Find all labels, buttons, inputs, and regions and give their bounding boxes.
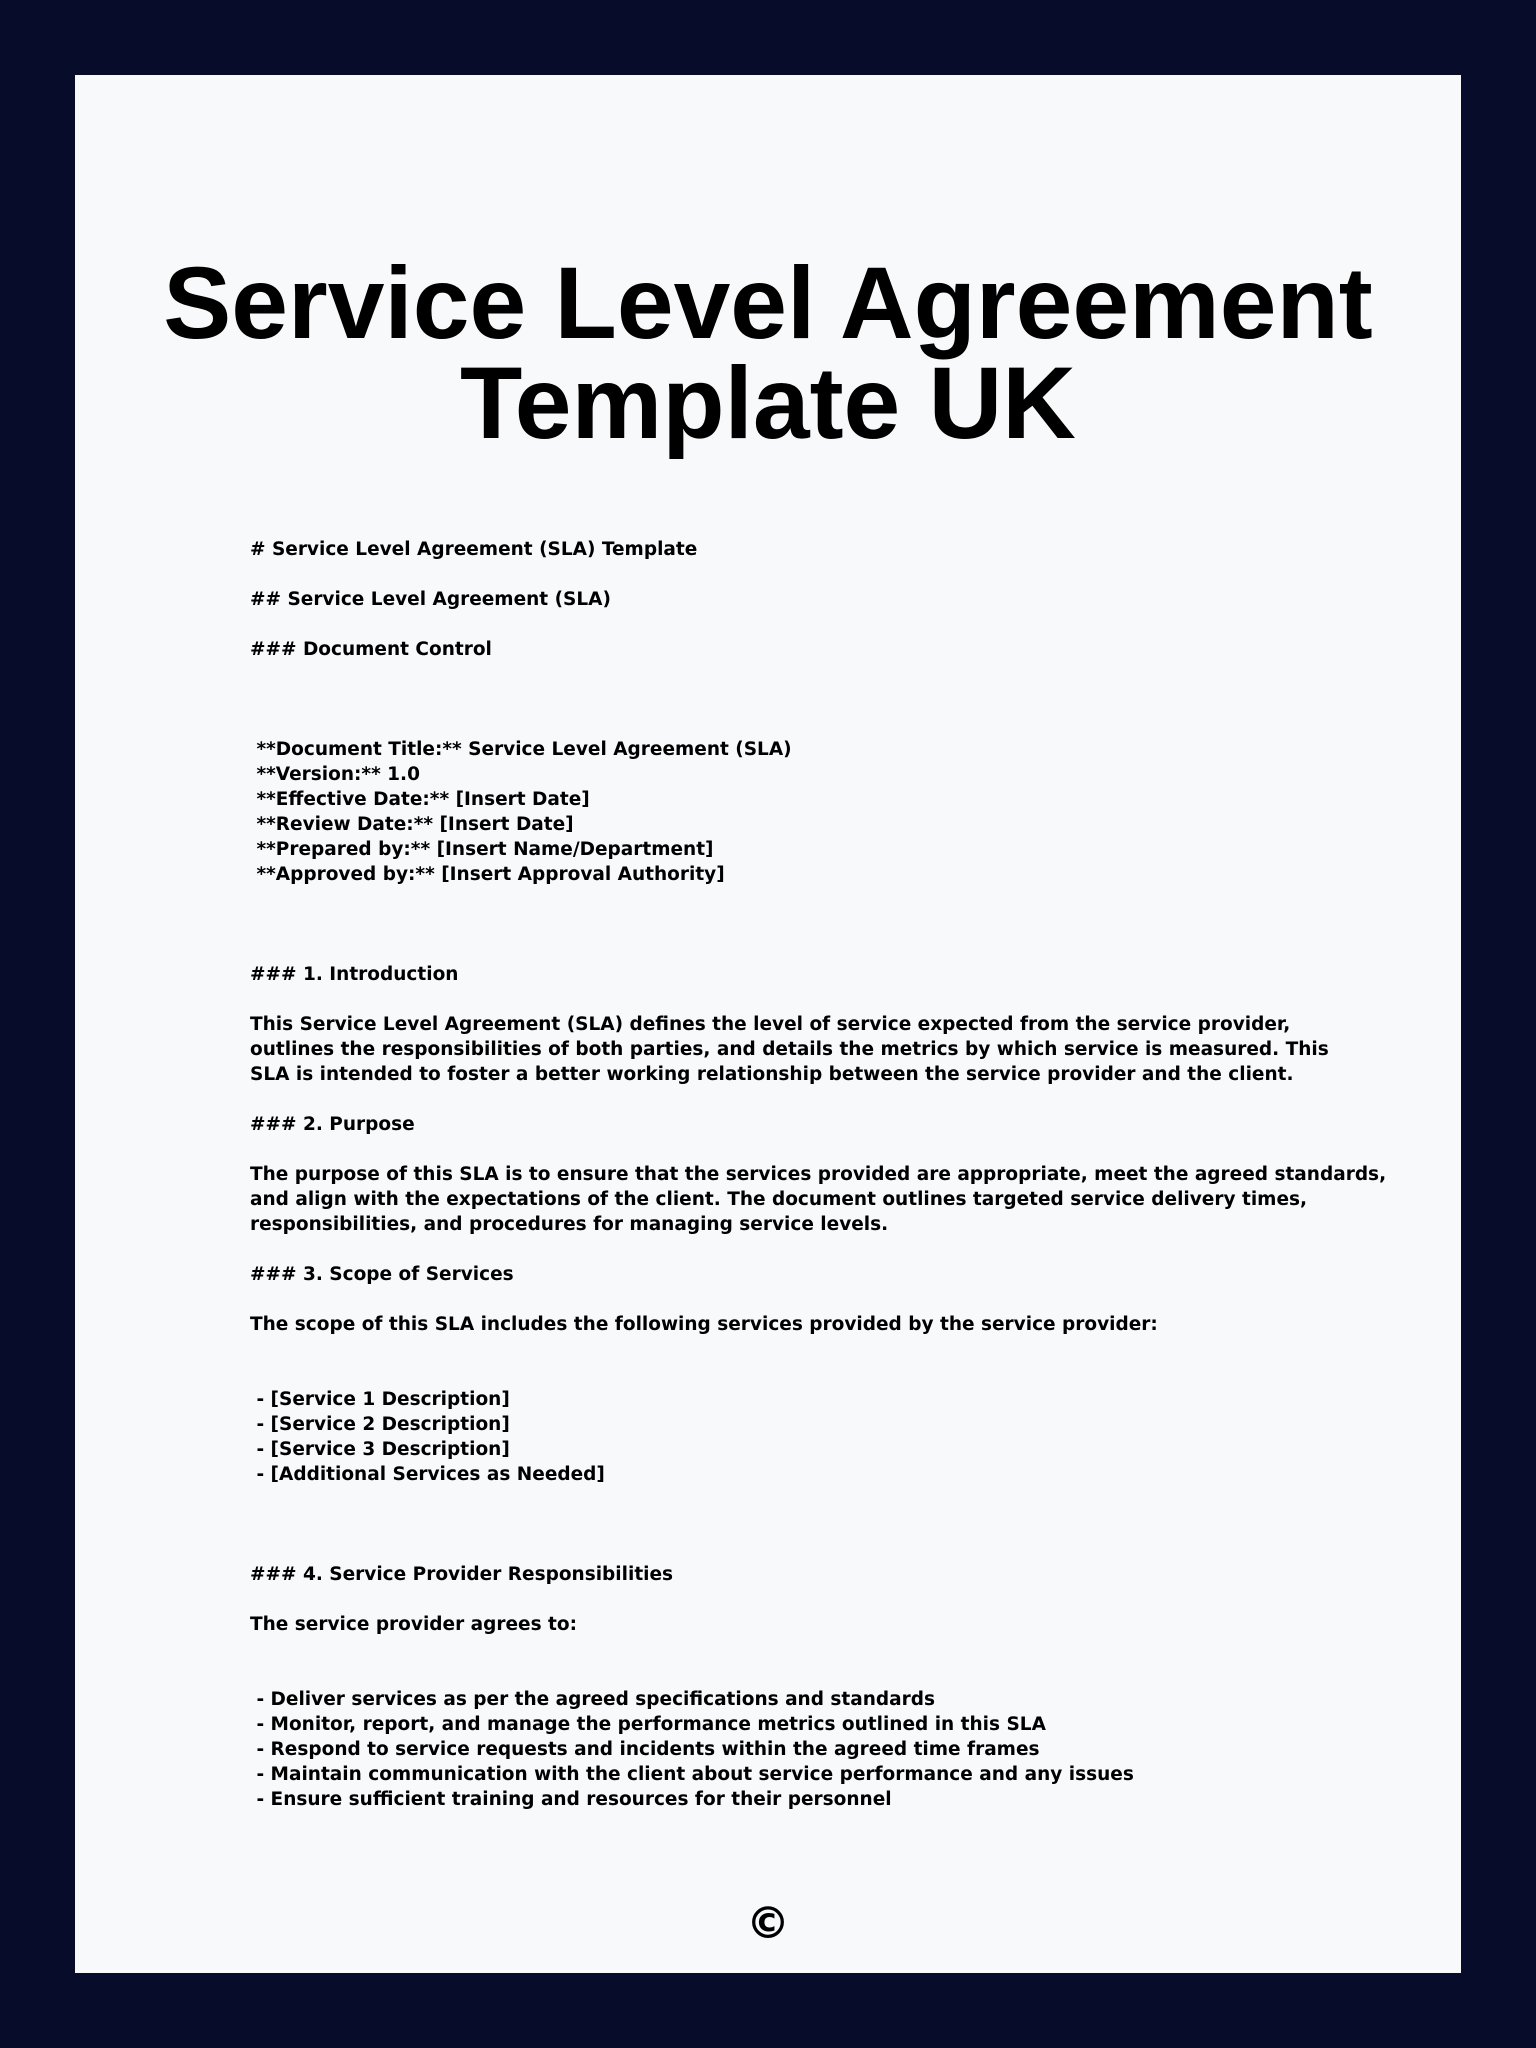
document-page [75, 75, 1461, 1973]
heading-document-control: ### Document Control [250, 639, 492, 660]
blank-line [250, 1487, 1360, 1512]
heading-scope: ### 3. Scope of Services [250, 1264, 514, 1285]
introduction-text-line: This Service Level Agreement (SLA) defines the level of service expected from the service provider, [250, 1014, 1291, 1035]
document-title [75, 246, 1461, 460]
document-body [250, 537, 1387, 1812]
introduction-text-line: SLA is intended to foster a better working relationship between the service provider and the client. [250, 1064, 1294, 1085]
blank-line [250, 662, 1360, 687]
field-version: **Version:** 1.0 [250, 764, 420, 785]
blank-line [250, 1337, 1360, 1362]
responsibility-list-item: - Ensure sufficient training and resources for their personnel [250, 1789, 892, 1810]
blank-line [250, 987, 1360, 1012]
responsibility-list-item: - Respond to service requests and incidents within the agreed time frames [250, 1739, 1040, 1760]
field-effective-date: **Effective Date:** [Insert Date] [250, 789, 590, 810]
field-review-date: **Review Date:** [Insert Date] [250, 814, 574, 835]
copyright-icon: © [746, 1898, 790, 1949]
blank-line [250, 1287, 1360, 1312]
title-line-2: Template UK [460, 346, 1076, 460]
blank-line [250, 712, 1360, 737]
field-approved-by: **Approved by:** [Insert Approval Authority] [250, 864, 725, 885]
responsibility-list-item: - Monitor, report, and manage the performance metrics outlined in this SLA [250, 1714, 1046, 1735]
field-prepared-by: **Prepared by:** [Insert Name/Department] [250, 839, 714, 860]
blank-line [250, 1537, 1360, 1562]
blank-line [250, 687, 1360, 712]
blank-line [250, 1512, 1360, 1537]
title-line-1: Service Level Agreement [163, 246, 1373, 360]
purpose-text-line: The purpose of this SLA is to ensure that the services provided are appropriate, meet the agreed standards, [250, 1164, 1387, 1185]
blank-line [250, 1237, 1360, 1262]
blank-line [250, 887, 1360, 912]
responsibility-list-item: - Maintain communication with the client about service performance and any issues [250, 1764, 1134, 1785]
heading-h2: ## Service Level Agreement (SLA) [250, 589, 611, 610]
purpose-text-line: responsibilities, and procedures for managing service levels. [250, 1214, 889, 1235]
blank-line [250, 1087, 1360, 1112]
scope-list-item: - [Service 2 Description] [250, 1414, 510, 1435]
blank-line [250, 1637, 1360, 1662]
blank-line [250, 562, 1360, 587]
blank-line [250, 1662, 1360, 1687]
scope-list-item: - [Additional Services as Needed] [250, 1464, 605, 1485]
scope-list-item: - [Service 3 Description] [250, 1439, 510, 1460]
blank-line [250, 1137, 1360, 1162]
heading-h1: # Service Level Agreement (SLA) Template [250, 539, 698, 560]
heading-responsibilities: ### 4. Service Provider Responsibilities [250, 1564, 674, 1585]
purpose-text-line: and align with the expectations of the client. The document outlines targeted service delivery times, [250, 1189, 1308, 1210]
responsibilities-intro: The service provider agrees to: [250, 1614, 577, 1635]
blank-line [250, 612, 1360, 637]
field-document-title: **Document Title:** Service Level Agreement (SLA) [250, 739, 792, 760]
heading-purpose: ### 2. Purpose [250, 1114, 415, 1135]
scope-intro: The scope of this SLA includes the following services provided by the service provider: [250, 1314, 1158, 1335]
blank-line [250, 912, 1360, 937]
introduction-text-line: outlines the responsibilities of both parties, and details the metrics by which service is measured. This [250, 1039, 1329, 1060]
blank-line [250, 1362, 1360, 1387]
blank-line [250, 937, 1360, 962]
responsibility-list-item: - Deliver services as per the agreed specifications and standards [250, 1689, 936, 1710]
heading-introduction: ### 1. Introduction [250, 964, 459, 985]
blank-line [250, 1587, 1360, 1612]
scope-list-item: - [Service 1 Description] [250, 1389, 510, 1410]
